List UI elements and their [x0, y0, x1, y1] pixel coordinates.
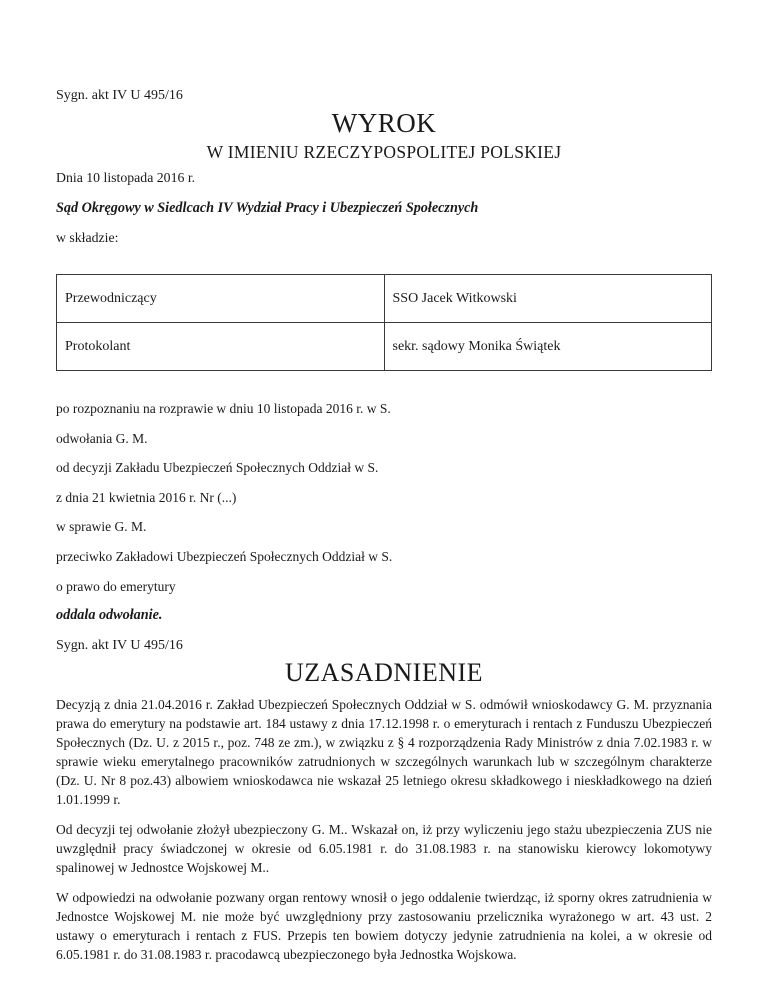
- case-line-subject: o prawo do emerytury: [56, 578, 176, 594]
- case-line-decision-source: od decyzji Zakładu Ubezpieczeń Społecznych Oddział w S.: [56, 460, 379, 476]
- case-line-against: przeciwko Zakładowi Ubezpieczeń Społecznych Oddział w S.: [56, 548, 393, 564]
- table-row: [57, 323, 712, 371]
- judgment-date: Dnia 10 listopada 2016 r.: [56, 170, 196, 185]
- panel-role-cell: Protokolant: [57, 323, 385, 371]
- panel-person-cell: SSO Jacek Witkowski: [384, 275, 712, 323]
- justification-heading: UZASADNIENIE: [284, 658, 484, 688]
- case-signature: Sygn. akt IV U 495/16: [56, 88, 183, 103]
- case-description-block: [56, 399, 712, 596]
- case-line-appeal-of: odwołania G. M.: [56, 430, 148, 446]
- table-row: [57, 275, 712, 323]
- case-line-decision-date: z dnia 21 kwietnia 2016 r. Nr (...): [56, 489, 237, 505]
- case-signature-repeat: Sygn. akt IV U 495/16: [56, 637, 183, 653]
- case-line-hearing: po rozpoznaniu na rozprawie w dniu 10 listopada 2016 r. w S.: [56, 401, 391, 416]
- composition-label: w składzie:: [56, 230, 119, 245]
- justification-paragraph: Decyzją z dnia 21.04.2016 r. Zakład Ubezpieczeń Społecznych Oddział w S. odmówił wnioskodawcy G. M. przyznania prawa do emerytury na podstawie art. 184 ustawy z dnia 17.12.1998 r. o emeryturach i rentach z Funduszu Ubezpieczeń Społecznych (Dz. U. z 2015 r., poz. 748 ze zm.), w związku z § 4 rozporządzenia Rady Ministrów z dnia 7.02.1983 r. w sprawie wieku emerytalnego pracowników zatrudnionych w szczególnych warunkach lub w szczególnym charakterze (Dz. U. Nr 8 poz.43) albowiem wnioskodawca nie wskazał 25 letniego okresu składkowego i nieskładkowego na dzień 1.01.1999 r.: [56, 697, 712, 808]
- panel-person-cell: sekr. sądowy Monika Świątek: [384, 323, 712, 371]
- court-name: Sąd Okręgowy w Siedlcach IV Wydział Pracy i Ubezpieczeń Społecznych: [56, 200, 479, 216]
- ruling-text: oddala odwołanie.: [56, 607, 163, 624]
- panel-composition-table: [56, 274, 712, 371]
- justification-paragraph: Od decyzji tej odwołanie złożył ubezpieczony G. M.. Wskazał on, iż przy wyliczeniu jego stażu ubezpieczenia ZUS nie uwzględnił pracy świadczonej w okresie od 6.05.1981 r. do 31.08.1983 r. na stanowisku kierowcy lokomotywy spalinowej w Jednostce Wojskowej M..: [56, 822, 712, 876]
- case-line-in-case-of: w sprawie G. M.: [56, 519, 147, 535]
- justification-paragraph: W odpowiedzi na odwołanie pozwany organ rentowy wnosił o jego oddalenie twierdząc, iż sporny okres zatrudnienia w Jednostce Wojskowej M. nie może być uwzględniony przy zastosowaniu przelicznika wyrażonego w art. 43 ust. 2 ustawy o emeryturach i rentach z FUS. Przepis ten bowiem dotyczy jedynie zatrudnienia na kolei, a w okresie od 6.05.1981 r. do 31.08.1983 r. pracodawcą ubezpieczonego była Jednostka Wojskowa.: [56, 890, 712, 963]
- judgment-title: WYROK: [331, 108, 437, 138]
- justification-body: [56, 695, 712, 964]
- judgment-subtitle: W IMIENIU RZECZYPOSPOLITEJ POLSKIEJ: [206, 142, 562, 162]
- panel-role-cell: Przewodniczący: [57, 275, 385, 323]
